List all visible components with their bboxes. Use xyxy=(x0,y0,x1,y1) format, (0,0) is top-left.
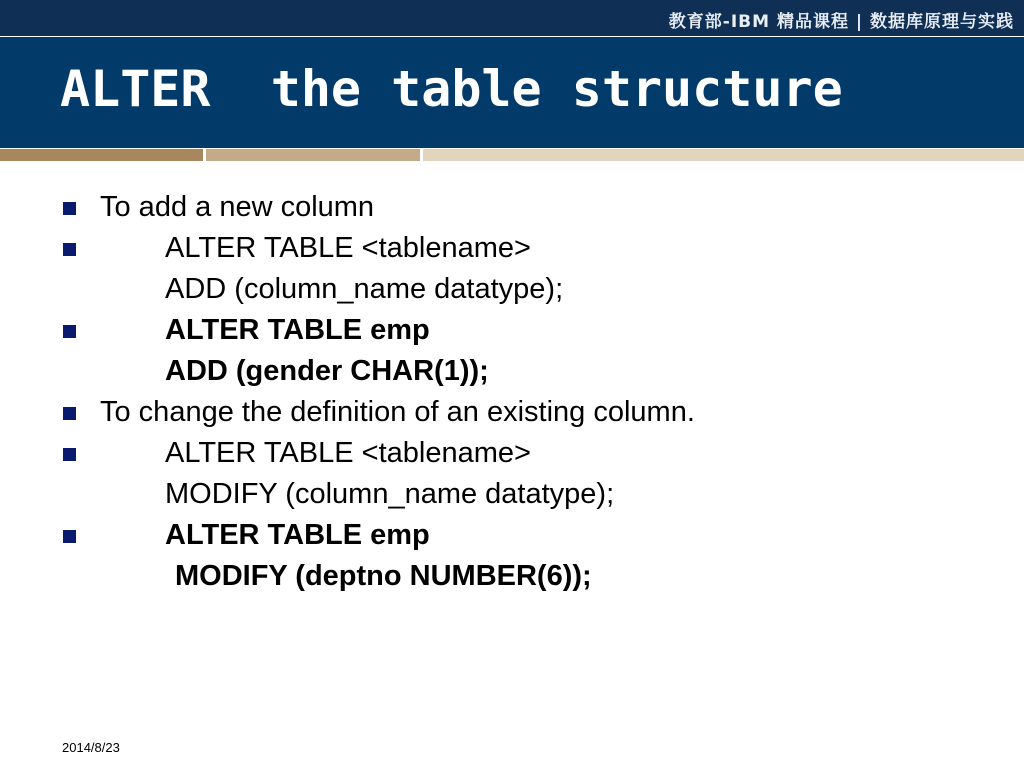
course-banner-text: 教育部-IBM 精品课程 | 数据库原理与实践 xyxy=(668,12,1014,32)
bullet-square-icon xyxy=(63,530,76,543)
bullet-text: To change the definition of an existing column. xyxy=(100,396,695,428)
sql-example-text: MODIFY (deptno NUMBER(6)); xyxy=(175,560,592,592)
sql-syntax-text: ADD (column_name datatype); xyxy=(165,273,564,305)
sql-example-text: ALTER TABLE emp xyxy=(165,519,430,551)
decorative-stripe-2 xyxy=(206,149,420,161)
content-line xyxy=(0,187,1024,228)
sql-syntax-text: ALTER TABLE <tablename> xyxy=(165,232,531,264)
header-banner-strip xyxy=(0,0,1024,36)
bullet-square-icon xyxy=(63,202,76,215)
bullet-text: To add a new column xyxy=(100,191,375,223)
decorative-stripe-1 xyxy=(0,149,203,161)
content-line xyxy=(0,433,1024,474)
bullet-square-icon xyxy=(63,407,76,420)
content-line xyxy=(0,556,1024,597)
sql-syntax-text: MODIFY (column_name datatype); xyxy=(165,478,615,510)
sql-syntax-text: ALTER TABLE <tablename> xyxy=(165,437,531,469)
content-line xyxy=(0,474,1024,515)
sql-example-text: ADD (gender CHAR(1)); xyxy=(165,355,489,387)
decorative-stripe-3 xyxy=(423,149,1024,161)
content-line xyxy=(0,392,1024,433)
content-line xyxy=(0,351,1024,392)
slide-content xyxy=(0,187,1024,597)
content-line xyxy=(0,310,1024,351)
content-line xyxy=(0,269,1024,310)
slide-date: 2014/8/23 xyxy=(62,740,120,755)
bullet-square-icon xyxy=(63,325,76,338)
slide-title: ALTER the table structure xyxy=(60,60,843,118)
bullet-square-icon xyxy=(63,448,76,461)
sql-example-text: ALTER TABLE emp xyxy=(165,314,430,346)
bullet-square-icon xyxy=(63,243,76,256)
content-line xyxy=(0,515,1024,556)
content-line xyxy=(0,228,1024,269)
